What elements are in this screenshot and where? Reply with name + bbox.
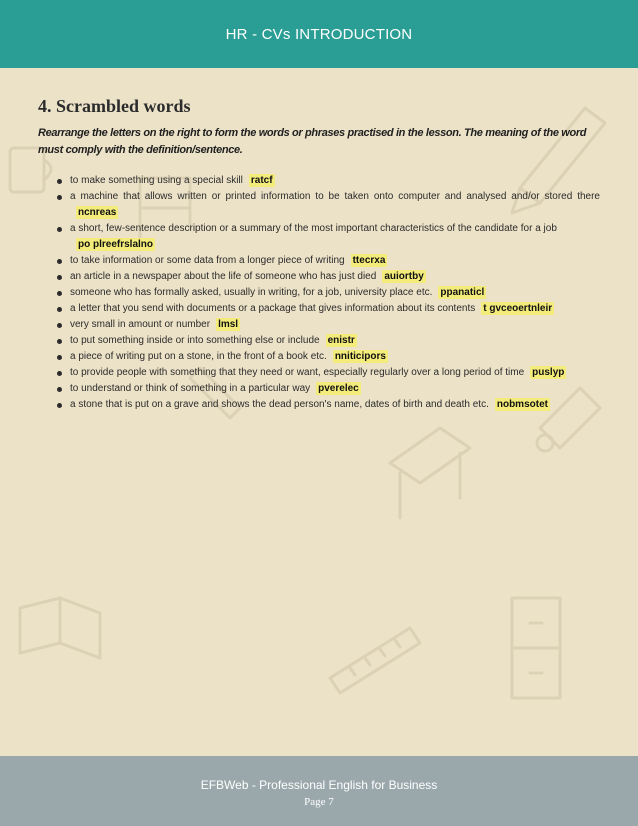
scrambled-word: ncnreas [78,207,117,218]
list-item: a piece of writing put on a stone, in the front of a book etc. nniticipors [38,349,600,365]
list-item: a machine that allows written or printed information to be taken onto computer and analysed and/or stored therencnreas [38,189,600,221]
footer-brand: EFBWeb - Professional English for Business [200,778,438,792]
header-title: HR - CVs INTRODUCTION [225,25,413,43]
cabinet-icon [512,598,560,698]
scrambled-word: puslyp [532,367,565,378]
list-item: to make something using a special skill ratcf [38,173,600,189]
list-item: to provide people with something that they need or want, especially regularly over a long period of time puslyp [38,365,600,381]
section-title: 4. Scrambled words [38,96,191,116]
scrambled-word: ttecrxa [352,255,386,266]
scrambled-word: po plreefrslalno [78,239,154,250]
scrambled-word: t gvceoertnleir [483,303,553,314]
scrambled-word: ratcf [250,175,273,186]
list-item: someone who has formally asked, usually in writing, for a job, university place etc. ppanaticl [38,285,600,301]
scrambled-word: nniticipors [334,351,386,362]
instructions-text: Rearrange the letters on the right to form the words or phrases practised in the lesson. The meaning of the word must comply with the definition/sentence. [38,127,587,156]
open-book-icon [20,598,100,658]
list-item: a letter that you send with documents or a package that gives information about its contents t gvceoertnleir [38,301,600,317]
ruler-icon [330,628,420,693]
scrambled-word: ppanaticl [440,287,485,298]
list-item: a short, few-sentence description or a summary of the most important characteristics of the candidate for a job po plreefrslalno [38,221,600,253]
scrambled-word: nobmsotet [496,399,548,410]
page-number: Page 7 [304,796,334,808]
list-item: very small in amount or number lmsl [38,317,600,333]
page-footer [0,756,638,826]
scrambled-word: lmsl [218,319,239,330]
main-content [38,96,600,413]
scrambled-word-list [38,173,600,413]
desk-icon [390,428,470,518]
scrambled-word: pverelec [318,383,359,394]
scrambled-word: enistr [327,335,355,346]
scrambled-word: auiortby [384,271,424,282]
list-item: to understand or think of something in a particular way pverelec [38,381,600,397]
list-item: a stone that is put on a grave and shows the dead person's name, dates of birth and death etc. nobmsotet [38,397,600,413]
page-header [0,0,638,68]
list-item: to put something inside or into something else or include enistr [38,333,600,349]
list-item: an article in a newspaper about the life of someone who has just died auiortby [38,269,600,285]
list-item: to take information or some data from a longer piece of writing ttecrxa [38,253,600,269]
